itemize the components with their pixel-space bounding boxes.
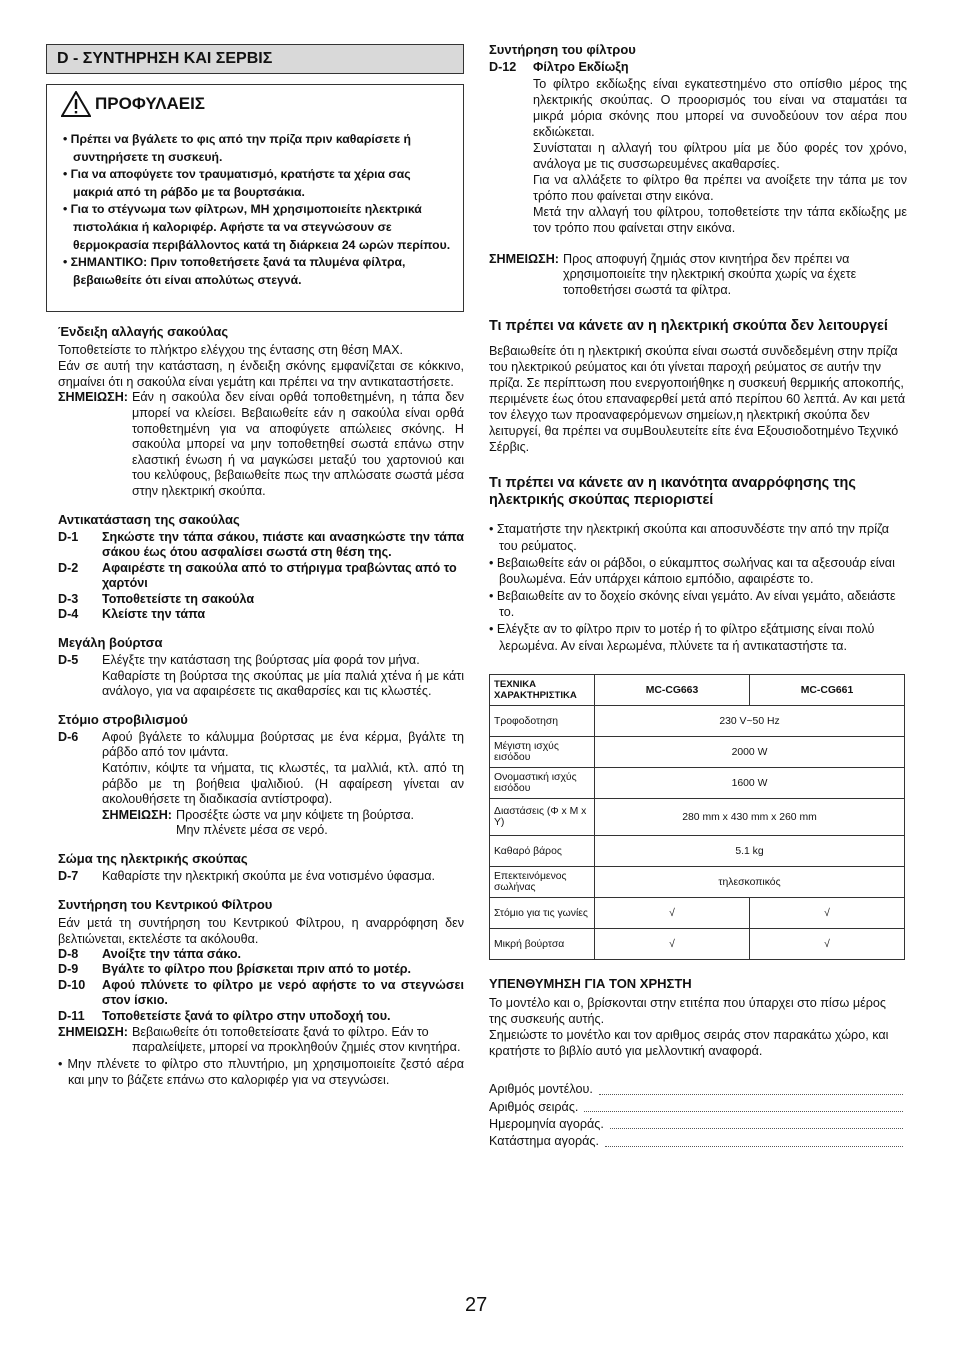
turbo-nozzle-note: ΣΗΜΕΙΩΣΗ: Προσέξτε ώστε να μην κόψετε τη βούρτσα. Μην πλένετε μέσα σε νερό. <box>102 807 414 838</box>
table-row: Στόμιο για τις γωνίες √ √ <box>490 898 905 929</box>
warning-title: ΠΡΟΦΥΛΑΕΙΣ <box>95 94 205 113</box>
user-info-text: Το μοντέλο και ο, βρίσκονται στην ετιτέπα που ύπαρχει στο πίσω μέρος της συσκευής αυτής. <box>489 996 886 1027</box>
user-info-text: Σημειώστε το μονέτλο και τον αριθμος σειράς στον παρακάτω χώρο, και κρατήστε το βιβλίο αυτό για μελλοντική αναφορά. <box>489 1028 889 1059</box>
table-row: Ονομαστική ισχύς εισόδου 1600 W <box>490 768 905 799</box>
step-item: D-5 Ελέγξτε την κατάσταση της βούρτσας μία φορά τον μήνα. Καθαρίστε τη βούρτσα της σκούπας με μία παλιά χτένα ή με κάτι ανάλογο, για να αφαιρέσετε τις ακαθαρσίες και τις κλωστές. <box>58 653 464 699</box>
table-row: Τροφοδοτηση 230 V~50 Hz <box>490 706 905 737</box>
right-column <box>489 42 907 1151</box>
serial-number-field[interactable]: Αριθμός σειράς. <box>489 1099 907 1116</box>
bag-indicator-title: Ένδειξη αλλαγής σακούλας <box>58 324 229 340</box>
step-item: D-11 Τοποθετείστε ξανά το φίλτρο στην υποδοχή του. <box>58 1008 391 1023</box>
main-filter-title: Συντήρηση του Κεντρικού Φίλτρου <box>58 896 273 912</box>
warning-item: • Για να αποφύγετε τον τραυματισμό, κρατήστε τα χέρια σας μακριά από τη ράβδο με τα βουρτσάκια. <box>63 167 411 199</box>
step-item: D-10 Αφού πλύνετε το φίλτρο με νερό αφήστε το να στεγνώσει στον ίσκιο. <box>58 977 464 1008</box>
table-row: Μικρή βούρτσα √ √ <box>490 929 905 960</box>
warning-triangle-icon <box>61 91 91 117</box>
not-working-title: Τι πρέπει να κάνετε αν η ηλεκτρική σκούπα δεν λειτουργεί <box>489 318 888 335</box>
suction-list <box>489 521 907 654</box>
bag-replace-title: Αντικατάσταση της σακούλας <box>58 511 240 527</box>
step-item: D-7 Καθαρίστε την ηλεκτρική σκούπα με ένα νοτισμένο ύφασμα. <box>58 869 435 883</box>
table-row: Επεκτεινόμενος σωλήνας τηλεσκοπικός <box>490 867 905 898</box>
warning-item: • Πρέπει να βγάλετε το φις από την πρίζα πριν καθαρίσετε ή συντηρήσετε τη συσκευή. <box>63 132 411 164</box>
warning-box <box>46 84 464 312</box>
warning-item: • Για το στέγνωμα των φίλτρων, ΜΗ χρησιμοποιείτε ηλεκτρικά πιστολάκια ή καλοριφέρ. Αφήστε τα να στεγνώσουν σε θερμοκρασία περιβάλλοντος κατά τη διάρκεια 24 ωρών περίπου. <box>63 202 451 252</box>
table-row: Μέγιστη ισχύς εισόδου 2000 W <box>490 737 905 768</box>
warning-item: • ΣΗΜΑΝΤΙΚΟ: Πριν τοποθετήσετε ξανά τα πλυμένα φίλτρα, βεβαιωθείτε ότι είναι απολύτως στεγνά. <box>63 255 406 287</box>
bag-indicator-note: ΣΗΜΕΙΩΣΗ: Εάν η σακούλα δεν είναι ορθά τοποθετημένη, η τάπα δεν μπορεί να κλείσει. Βεβαιωθείτε εάν η σακούλα είναι ορθά τοποθετημένη για να αποφύγετε απώλειες σκόνης. Η σακούλα μπορεί να μην τοποθετηθεί σωστά επάνω στην ελαστική ένωση ή να μαγκώσει μεταξύ του χαρτονιού και του κελύφους, βεβαιωθείτε πως την απλώσατε σωστά μέσα στην ηλεκτρική σκούπα. <box>58 390 464 498</box>
step-item: D-6 Αφού βγάλετε το κάλυμμα βούρτσας με ένα κέρμα, βγάλτε τη ράβδο από τον ιμάντα. Κατόπιν, κόψτε τα νήματα, τις κλωστές, τα μαλλιά, κτλ. από τη ράβδο με τη βοήθεια ψαλιδιού. (Η αφαίρεση γίνεται αν ακολουθήσετε τη διαδικασία αντίστροφα). <box>58 729 464 807</box>
purchase-store-field[interactable]: Κατάστημα αγοράς. <box>489 1133 907 1150</box>
step-item: D-2 Αφαιρέστε τη σακούλα από το στήριγμα τραβώντας από το χαρτόνι <box>58 560 457 591</box>
list-item: • Βεβαιωθείτε αν το δοχείο σκόνης είναι γεμάτο. Αν είναι γεμάτο, αδειάστε το. <box>489 588 896 620</box>
step-item: D-8 Ανοίξτε την τάπα σάκο. <box>58 946 242 961</box>
step-item: D-3 Τοποθετείστε τη σακούλα <box>58 591 255 606</box>
filter-maint-text: Το φίλτρο εκδίωξης είναι εγκατεστημένο στο οπίσθιο μέρος της ηλεκτρικής σκούπας. Ο προορισμός του είναι να σταματάει τα μικρά μόρια σκόνης που μπορεί να συνοδεύουν τον αέρα που εκδιώκεται. Συνίσταται η αλλαγή του φίλτρου μία με δύο φορές τον χρόνο, ανάλογα με τις συσσωρευμένες ακαθαρσίες. Για να αλλάξετε το φίλτρο θα πρέπει να ανοίξετε την τάπα με τον τρόπο που φαίνεται στην εικόνα. Μετά την αλλαγή του φίλτρου, τοποθετείστε την τάπα εκδίωξης με τον τρόπο που φαίνεται στην εικόνα. <box>533 76 907 235</box>
list-item: • Σταματήστε την ηλεκτρική σκούπα και αποσυνδέστε την από την πρίζα του ρεύματος. <box>489 522 889 553</box>
filter-maint-title: Συντήρηση του φίλτρου <box>489 42 636 57</box>
not-working-text: Βεβαιωθείτε ότι η ηλεκτρική σκούπα είναι σωστά συνδεδεμένη στην πρίζα του ηλεκτρικού ρεύματος και ότι γίνεται παροχή ρεύματος σε αυτήν την πρίζα. Σε περίπτωση που ενεργοποιήθηκε η συσκευή θερμικής αποκοπής, περιμένετε έως ότου επαναφερθεί μετά από περίπου 60 λεπτά. Αν και μετά τον έλεγχο των προαναφερόμενων σημείων,η ηλεκτρική σκούπα δεν λειτυργεί, θα πρέπει να συμΒουλευτείτε είτε ένα Εξουσιοδοτημένο Τεχνικό Σέρβις. <box>489 344 906 455</box>
spec-table <box>489 674 905 960</box>
purchase-date-field[interactable]: Ημερομηνία αγοράς. <box>489 1116 907 1133</box>
section-title: D - ΣΥΝΤΗΡΗΣΗ ΚΑΙ ΣΕΡΒΙΣ <box>46 44 464 74</box>
main-filter-intro: Εάν μετά τη συντήρηση του Κεντρικού Φίλτρου, η αναρρόφηση δεν βελτιώνεται, εκτελέστε τα ακόλουθα. <box>58 915 464 946</box>
suction-title: Τι πρέπει να κάνετε αν η ικανότητα αναρρόφησης της ηλεκτρικής σκούπας περιοριστεί <box>489 475 856 509</box>
bag-indicator-text: Εάν σε αυτή την κατάσταση, η ένδειξη σκόνης εμφανίζεται σε κόκκινο, σημαίνει ότι η σακούλα είναι γεμάτη και πρέπει να την αντικαταστήσετε. <box>58 359 464 390</box>
model-number-field[interactable]: Αριθμός μοντέλου. <box>489 1081 907 1098</box>
step-item: D-4 Κλείστε την τάπα <box>58 607 206 622</box>
left-column <box>46 44 464 1089</box>
step-item: D-9 Βγάλτε το φίλτρο που βρίσκεται πριν από το μοτέρ. <box>58 962 412 977</box>
main-filter-bullet: • Μην πλένετε το φίλτρο στο πλυντήριο, μη χρησιμοποιείτε ζεστό αέρα και μην το βάζετε επάνω στο καλοριφέρ για να στεγνώσει. <box>58 1056 464 1088</box>
user-info-title: ΥΠΕΝΘΥΜΗΣΗ ΓΙΑ ΤΟΝ ΧΡΗΣΤΗ <box>489 976 692 992</box>
step-item: D-1 Σηκώστε την τάπα σάκου, πιάστε και ανασηκώστε την τάπα σάκου έως ότου ασφαλίσει σωστά στη θέση της. <box>58 529 464 560</box>
filter-maint-subtitle: D-12 Φίλτρο Εκδίωξη <box>489 60 629 74</box>
main-filter-note: ΣΗΜΕΙΩΣΗ: Βεβαιωθείτε ότι τοποθετείσατε ξανά το φίλτρο. Εάν το παραλείψετε, μπορεί να προκληθούν ζημιές στον κινητήρα. <box>58 1024 461 1055</box>
body-title: Σώμα της ηλεκτρικής σκούπας <box>58 851 248 866</box>
filter-maint-note: ΣΗΜΕΙΩΣΗ: Προς αποφυγή ζημιάς στον κινητήρα δεν πρέπει να χρησιμοποιείτε την ηλεκτρική σκούπα χωρίς να έχετε τοποθετήσει σωστά τα φίλτρα. <box>489 251 857 297</box>
table-row: Καθαρό βάρος 5.1 kg <box>490 836 905 867</box>
turbo-nozzle-title: Στόμιο στροβιλισμού <box>58 711 188 727</box>
table-row: ΤΕΧΝΙΚΑ ΧΑΡΑΚΤΗΡΙΣΤΙΚΑ MC-CG663 MC-CG661 <box>490 675 905 706</box>
user-info-fields <box>489 1081 907 1151</box>
warning-header <box>61 91 451 117</box>
bag-indicator-text: Τοποθετείστε το πλήκτρο ελέγχου της έντασης στη θέση MAX. <box>58 343 404 358</box>
list-item: • Βεβαιωθείτε εάν οι ράβδοι, ο εύκαμπτος σωλήνας και τα αξεσουάρ είναι βουλωμένα. Εάν υπάρχει κάποιο εμπόδιο, αφαιρέστε το. <box>489 555 895 587</box>
big-brush-title: Μεγάλη βούρτσα <box>58 635 163 651</box>
table-row: Διαστάσεις (Φ x Μ x Υ) 280 mm x 430 mm x 260 mm <box>490 799 905 836</box>
page-number: 27 <box>465 1294 488 1316</box>
list-item: • Ελέγξτε αν το φίλτρο πριν το μοτέρ ή το φίλτρο εξάτμισης είναι πολύ λερωμένα. Αν είναι λερωμένα, πλύνετε τα ή αντικαταστήστε τα. <box>489 621 875 653</box>
